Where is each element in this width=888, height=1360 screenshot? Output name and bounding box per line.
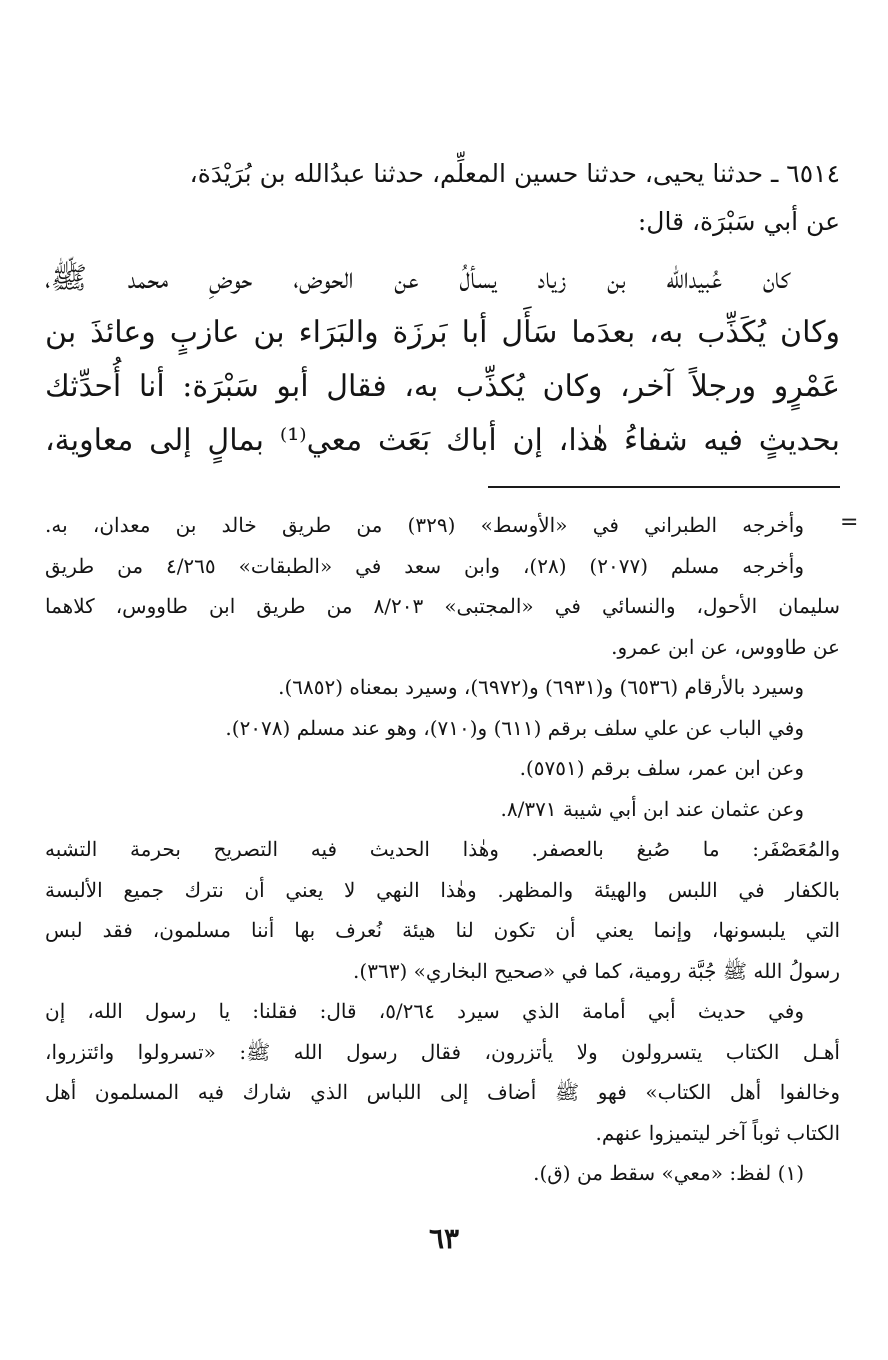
footnote-line-16: الكتاب ثوباً آخر ليتميزوا عنهم. xyxy=(595,1120,840,1145)
footnote-line-5: وسيرد بالأرقام (٦٥٣٦) و(٦٩٣١) و(٦٩٧٢)، وسيرد بمعناه (٦٨٥٢). xyxy=(278,675,804,699)
footnote-line-1: وأخرجه الطبراني في «الأوسط» (٣٢٩) من طريق خالد بن معدان، به. xyxy=(45,513,804,537)
footnote-line-11: التي يلبسونها، وإنما يعني أن تكون لنا هيئة نُعرف بها أننا مسلمون، فقد لبس xyxy=(45,918,841,942)
footnote-line-15: وخالفوا أهل الكتاب» فهو ﷺ أضاف إلى اللباس الذي شارك فيه المسلمون أهل xyxy=(45,1080,840,1104)
footnote-line-9: والمُعَصْفَر: ما صُبغ بالعصفر. وهٰذا الحديث فيه التصريح بحرمة التشبه xyxy=(45,837,840,861)
footnote-line-12: رسولُ الله ﷺ جُبَّة رومية، كما في «صحيح البخاري» (٣٦٣). xyxy=(353,958,840,983)
isnad-line-1: ٦٥١٤ ـ حدثنا يحيى، حدثنا حسين المعلِّم، حدثنا عبدُالله بن بُرَيْدَة، xyxy=(189,159,840,188)
footnote-separator xyxy=(488,486,840,488)
page-number: ٦٣ xyxy=(428,1222,460,1255)
isnad-line-2: عن أبي سَبْرَة، قال: xyxy=(637,207,840,236)
footnote-line-17: (١) لفظ: «معي» سقط من (ق). xyxy=(533,1161,804,1185)
hadith-line-1: كان عُبيدالله بن زياد يسألُ عن الحوض، حوضِ محمد ﷺ، xyxy=(45,261,790,296)
footnote-line-3: سليمان الأحول، والنسائي في «المجتبى» ٨/٢٠٣ من طريق ابن طاووس، كلاهما xyxy=(45,594,840,618)
footnote-line-4: عن طاووس، عن ابن عمرو. xyxy=(611,634,840,659)
footnote-line-14: أهـل الكتاب يتسرولون ولا يأتزرون، فقال رسول الله ﷺ: «تسرولوا وائتزروا، xyxy=(45,1039,840,1064)
footnote-line-2: وأخرجه مسلم (٢٠٧٧) (٢٨)، وابن سعد في «الطبقات» ٤/٢٦٥ من طريق xyxy=(45,553,804,578)
footnote-line-6: وفي الباب عن علي سلف برقم (٦١١) و(٧١٠)، وهو عند مسلم (٢٠٧٨). xyxy=(225,715,804,740)
hadith-line-2: وكان يُكَذِّب به، بعدَما سَأَل أبا بَرزَة والبَرَاء بن عازبٍ وعائذَ بن xyxy=(45,315,840,350)
footnotes xyxy=(45,505,840,1194)
continuation-marker: = xyxy=(840,510,859,535)
footnote-line-10: بالكفار في اللبس والهيئة والمظهر. وهٰذا النهي لا يعني أن نترك جميع الألبسة xyxy=(45,877,840,902)
footnote-line-8: وعن عثمان عند ابن أبي شيبة ٨/٣٧١. xyxy=(500,796,804,821)
footnote-line-7: وعن ابن عمر، سلف برقم (٥٧٥١). xyxy=(519,756,804,780)
hadith-isnad xyxy=(45,150,840,246)
hadith-text xyxy=(45,252,840,468)
hadith-line-4: بحديثٍ فيه شفاءُ هٰذا، إن أباك بَعَث معي⁽¹⁾ بمالٍ إلى معاوية، xyxy=(45,423,841,458)
hadith-line-3: عَمْرٍو ورجلاً آخر، وكان يُكذِّب به، فقال أبو سَبْرَة: أنا أُحدِّثك xyxy=(45,369,840,404)
footnote-line-13: وفي حديث أبي أمامة الذي سيرد ٥/٢٦٤، قال: فقلنا: يا رسول الله، إن xyxy=(45,999,804,1023)
